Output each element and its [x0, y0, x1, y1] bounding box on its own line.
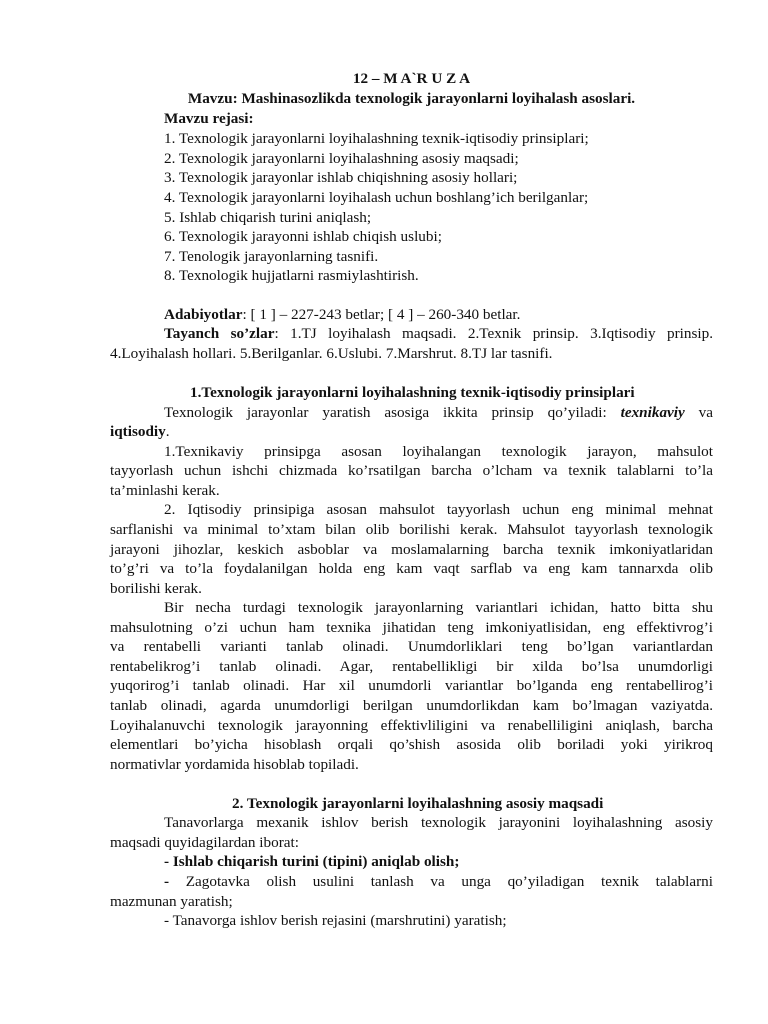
paragraph-line: yuqorirog’i tanlab olinadi. Har xil unumdorli variantlar bo’lganda eng rentabellirog’i — [110, 677, 713, 694]
paragraph-line: ta’minlashi kerak. — [110, 482, 220, 499]
lecture-title: 12 – M A`R U Z A — [352, 70, 471, 87]
paragraph-line: jarayoni jihozlar, keskich asboblar va moslamalarning barcha texnik imkoniyatlaridan — [110, 541, 713, 558]
paragraph-line: Bir necha turdagi texnologik jarayonlarning variantlari ichidan, hatto bitta shu — [164, 599, 713, 616]
bullet-dash: - — [164, 873, 170, 890]
paragraph-line: to’g’ri va to’la foydalanilgan holda eng kam vaqt sarflab va eng kam tannarxda olib — [110, 560, 713, 577]
paragraph-line: 1.Texnikaviy prinsipga asosan loyihalangan texnologik jarayon, mahsulot — [164, 443, 713, 460]
section-1-intro-line-2 — [110, 422, 170, 442]
literature-text: : [ 1 ] – 227-243 betlar; [ 4 ] – 260-340 betlar. — [242, 306, 521, 323]
paragraph-line: rentabelikrog’i tanlab olinadi. Agar, rentabellikligi bir xilda bo’lsa unumdorligi — [110, 658, 713, 675]
intro-text: Texnologik jarayonlar yaratish asosiga ikkita prinsip qo’yiladi: — [164, 404, 621, 421]
plan-item: 6. Texnologik jarayonni ishlab chiqish uslubi; — [164, 228, 442, 245]
section-1-heading: 1.Texnologik jarayonlarni loyihalashning texnik-iqtisodiy prinsiplari — [190, 384, 635, 401]
paragraph-line: tayyorlash uchun ishchi chizmada ko’rsatilgan barcha o’lcham va texnik talablarni to’la — [110, 462, 713, 479]
keywords-line-1 — [164, 324, 713, 344]
paragraph-line: maqsadi quyidagilardan iborat: — [110, 834, 299, 851]
plan-heading: Mavzu rejasi: — [164, 110, 254, 127]
paragraph-line: 2. Iqtisodiy prinsipiga asosan mahsulot tayyorlash uchun eng minimal mehnat — [164, 501, 713, 518]
section-1-intro-line-1 — [164, 403, 713, 423]
paragraph-line: mahsulotning o’zi uchun ham texnika jihatidan teng imkoniyatlisidan, eng effektivrog’i — [110, 619, 713, 636]
paragraph-line: normativlar yordamida hisoblab topiladi. — [110, 756, 359, 773]
paragraph-line: sarflanishi va minimal to’xtam bilan olib borilishi kerak. Mahsulot tayyorlash texnologik — [110, 521, 713, 538]
paragraph-line: borilishi kerak. — [110, 580, 202, 597]
paragraph-line: mazmunan yaratish; — [110, 893, 233, 910]
paragraph-line: elementlari bo’yicha hisoblash orqali qo’shish asosida olib boriladi yoki yirikroq — [110, 736, 713, 753]
intro-text-end: va — [684, 404, 713, 421]
plan-item: 8. Texnologik hujjatlarni rasmiylashtirish. — [164, 267, 419, 284]
intro-emphasis: texnikaviy — [620, 404, 685, 421]
keywords-label: Tayanch so’zlar — [164, 325, 275, 342]
topic-line: Mavzu: Mashinasozlikda texnologik jarayonlarni loyihalash asoslari. — [187, 90, 636, 107]
plan-item: 4. Texnologik jarayonlarni loyihalash uchun boshlang’ich berilganlar; — [164, 189, 589, 206]
bullet-item: - Ishlab chiqarish turini (tipini) aniqlab olish; — [164, 853, 460, 870]
plan-item: 5. Ishlab chiqarish turini aniqlash; — [164, 209, 372, 226]
intro-bold-word: iqtisodiy — [110, 423, 166, 440]
bullet-item: - Tanavorga ishlov berish rejasini (marshrutini) yaratish; — [164, 912, 507, 929]
paragraph-line: va rentabelli varianti tanlab olinadi. Unumdorliklari teng bo’lgan variantlardan — [110, 638, 713, 655]
bullet-text: Zagotavka olish usulini tanlash va unga qo’yiladigan texnik talablarni — [185, 873, 713, 890]
plan-item: 3. Texnologik jarayonlar ishlab chiqishning asosiy hollari; — [164, 169, 518, 186]
plan-item: 2. Texnologik jarayonlarni loyihalashning asosiy maqsadi; — [164, 150, 519, 167]
plan-item: 1. Texnologik jarayonlarni loyihalashning texnik-iqtisodiy prinsiplari; — [164, 130, 589, 147]
paragraph-line: tanlab olinadi, agarda unumdorligi berilgan unumdorlikdan kam bo’lmagan vaziyatda. — [110, 697, 713, 714]
section-2-heading: 2. Texnologik jarayonlarni loyihalashning asosiy maqsadi — [232, 795, 604, 812]
paragraph-line: Tanavorlarga mexanik ishlov berish texnologik jarayonini loyihalashning asosiy — [164, 814, 713, 831]
literature-line — [164, 305, 520, 325]
paragraph-line: Loyihalanuvchi texnologik jarayonning effektivliligini va renabelliligini aniqlash, barcha — [110, 717, 713, 734]
literature-label: Adabiyotlar — [164, 306, 243, 323]
intro-period: . — [165, 423, 170, 440]
plan-item: 7. Tenologik jarayonlarning tasnifi. — [164, 248, 379, 265]
keywords-text-1: : 1.TJ loyihalash maqsadi. 2.Texnik prinsip. 3.Iqtisodiy prinsip. — [274, 325, 713, 342]
keywords-line-2: 4.Loyihalash hollari. 5.Berilganlar. 6.Uslubi. 7.Marshrut. 8.TJ lar tasnifi. — [110, 345, 553, 362]
bullet-item — [164, 872, 713, 892]
